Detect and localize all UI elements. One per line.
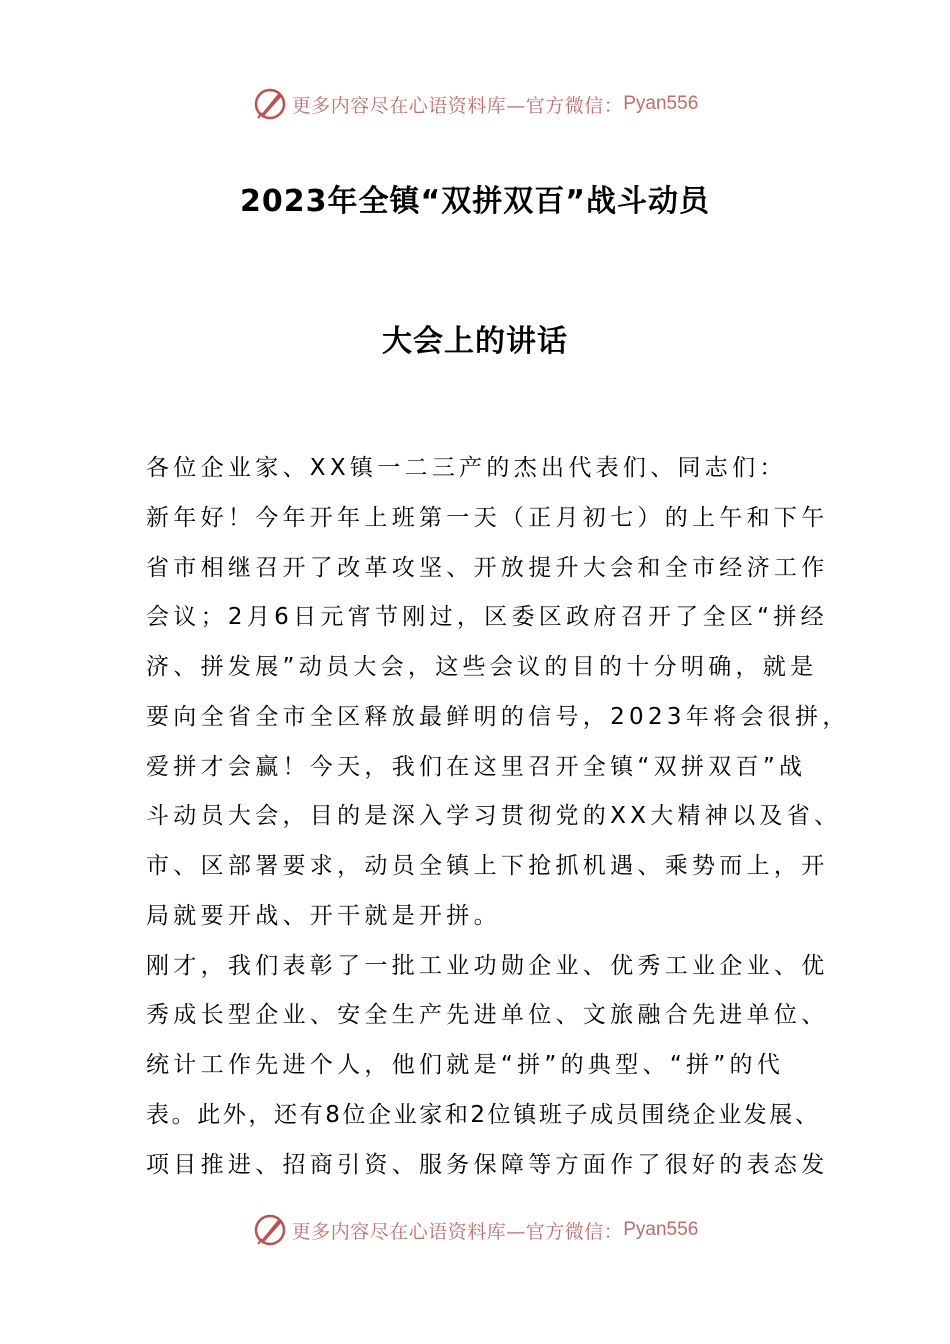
body-line: 表。此外，还有8位企业家和2位镇班子成员围绕企业发展、 bbox=[146, 1102, 821, 1128]
body-line: 济、拼发展”动员大会，这些会议的目的十分明确，就是 bbox=[146, 654, 818, 680]
body-line: 刚才，我们表彰了一批工业功勋企业、优秀工业企业、优 bbox=[146, 953, 829, 979]
body-line: 项目推进、招商引资、服务保障等方面作了很好的表态发 bbox=[146, 1152, 829, 1178]
watermark-text: 更多内容尽在心语资料库—官方微信： bbox=[291, 94, 624, 117]
document-title-line-1: 2023年全镇“双拼双百”战斗动员 bbox=[240, 184, 710, 219]
body-line: 新年好！今年开年上班第一天（正月初七）的上午和下午 bbox=[146, 505, 829, 531]
body-line: 要向全省全市全区释放最鲜明的信号，2023年将会很拼， bbox=[146, 704, 850, 730]
body-line: 市、区部署要求，动员全镇上下抢抓机遇、乘势而上，开 bbox=[146, 853, 829, 879]
body-line: 秀成长型企业、安全生产先进单位、文旅融合先进单位、 bbox=[146, 1002, 829, 1028]
body-line: 爱拼才会赢！今天，我们在这里召开全镇“双拼双百”战 bbox=[146, 754, 807, 780]
quill-logo-icon bbox=[252, 86, 288, 122]
watermark-banner-top bbox=[0, 82, 950, 126]
document-title-line-2: 大会上的讲话 bbox=[382, 324, 568, 359]
body-line: 省市相继召开了改革攻坚、开放提升大会和全市经济工作 bbox=[146, 555, 829, 581]
body-line: 会议；2月6日元宵节刚过，区委区政府召开了全区“拼经 bbox=[146, 604, 828, 630]
watermark-text: 更多内容尽在心语资料库—官方微信： bbox=[291, 1220, 624, 1243]
body-line: 各位企业家、XX镇一二三产的杰出代表们、同志们： bbox=[146, 455, 787, 481]
watermark-id: Pyan556 bbox=[623, 93, 699, 114]
watermark-banner-bottom bbox=[0, 1208, 950, 1252]
watermark-id: Pyan556 bbox=[623, 1219, 699, 1240]
body-line: 统计工作先进个人，他们就是“拼”的典型、“拼”的代 bbox=[146, 1052, 785, 1078]
body-line: 斗动员大会，目的是深入学习贯彻党的XX大精神以及省、 bbox=[146, 803, 842, 829]
quill-logo-icon bbox=[252, 1212, 288, 1248]
body-line: 局就要开战、开干就是开拼。 bbox=[146, 903, 501, 929]
